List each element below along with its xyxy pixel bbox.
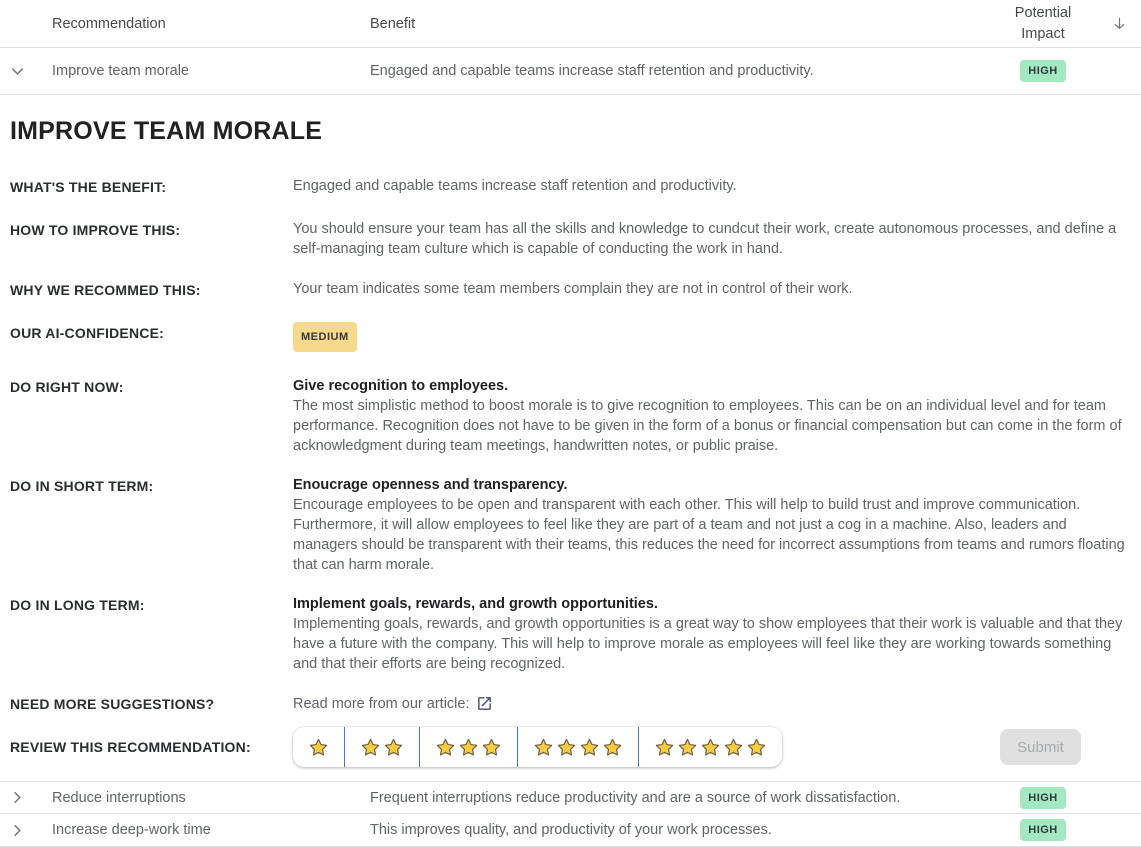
star-icon — [746, 737, 767, 758]
field-benefit — [10, 176, 1131, 197]
field-label: NEED MORE SUGGESTIONS? — [10, 696, 215, 712]
rate-4-stars-button[interactable] — [517, 727, 638, 767]
star-icon — [602, 737, 623, 758]
field-ai-confidence — [10, 322, 1131, 352]
submit-review-button[interactable]: Submit — [1000, 729, 1081, 765]
field-value: Engaged and capable teams increase staff retention and productivity. — [293, 178, 737, 194]
star-icon — [533, 737, 554, 758]
advice-heading: Implement goals, rewards, and growth opportunities. — [293, 596, 658, 612]
sort-descending-button[interactable] — [1111, 15, 1128, 32]
row-benefit: This improves quality, and productivity of your work processes. — [370, 822, 772, 838]
star-icon — [700, 737, 721, 758]
chevron-right-icon — [8, 821, 27, 840]
row-recommendation: Reduce interruptions — [52, 789, 186, 806]
field-label: DO RIGHT NOW: — [10, 379, 124, 395]
field-how-to-improve — [10, 219, 1131, 259]
star-icon — [435, 737, 456, 758]
star-icon — [481, 737, 502, 758]
sort-column — [1097, 15, 1141, 32]
row-benefit: Engaged and capable teams increase staff retention and productivity. — [370, 63, 814, 79]
impact-badge-high: HIGH — [1020, 819, 1066, 841]
open-article-link[interactable] — [476, 695, 493, 712]
confidence-badge-medium: MEDIUM — [293, 322, 357, 352]
field-label: HOW TO IMPROVE THIS: — [10, 222, 181, 238]
detail-title: IMPROVE TEAM MORALE — [10, 117, 323, 145]
rate-2-stars-button[interactable] — [344, 727, 419, 767]
field-label: WHAT'S THE BENEFIT: — [10, 179, 167, 195]
article-link-text: Read more from our article: — [293, 695, 470, 712]
recommendation-detail-panel — [0, 95, 1141, 781]
field-label: DO IN LONG TERM: — [10, 597, 145, 613]
row-benefit: Frequent interruptions reduce productivity and are a source of work dissatisfaction. — [370, 789, 901, 806]
expand-row-button[interactable] — [8, 821, 27, 840]
star-rating-bar — [293, 727, 782, 767]
field-value: Your team indicates some team members complain they are not in control of their work. — [293, 281, 853, 297]
field-value: You should ensure your team has all the skills and knowledge to cundcut their work, create autonomous processes, and define a self-managing team culture which is capable of conducting the work in hand. — [293, 221, 1117, 257]
field-do-in-long-term — [10, 594, 1131, 674]
external-link-icon — [476, 695, 493, 712]
star-icon — [723, 737, 744, 758]
table-header — [0, 0, 1141, 48]
field-label: OUR AI-CONFIDENCE: — [10, 325, 164, 341]
star-icon — [360, 737, 381, 758]
impact-badge-high: HIGH — [1020, 787, 1066, 809]
collapse-row-button[interactable] — [8, 62, 27, 81]
table-row-improve-team-morale[interactable] — [0, 48, 1141, 95]
star-icon — [458, 737, 479, 758]
star-icon — [579, 737, 600, 758]
star-icon — [383, 737, 404, 758]
column-header-potential-impact[interactable]: Potential Impact — [1014, 4, 1072, 42]
advice-body: Encourage employees to be open and transparent with each other. This will help to build trust and improve communication. Furthermore, it will allow employees to feel like they are part of a team and not just a cog in a machine. Also, leaders and managers should be transparent with their teams, this reduces the need for incorrect assumptions from teams and rumors floating that can harm morale. — [293, 497, 1125, 573]
field-label: WHY WE RECOMMED THIS: — [10, 282, 201, 298]
star-icon — [308, 737, 329, 758]
advice-heading: Enoucrage openness and transparency. — [293, 477, 568, 493]
advice-heading: Give recognition to employees. — [293, 378, 509, 394]
star-icon — [556, 737, 577, 758]
advice-body: Implementing goals, rewards, and growth opportunities is a great way to show employees that their work is valuable and that they have a future with the company. This will help to improve morale as employees will feel like they are working towards something and that their efforts are being recognized. — [293, 616, 1123, 672]
field-do-in-short-term — [10, 475, 1131, 575]
row-recommendation: Increase deep-work time — [52, 822, 211, 838]
field-more-suggestions — [10, 693, 1131, 714]
column-header-recommendation[interactable]: Recommendation — [52, 15, 166, 32]
arrow-down-icon — [1111, 15, 1128, 32]
expand-row-button[interactable] — [8, 788, 27, 807]
star-icon — [677, 737, 698, 758]
chevron-down-icon — [8, 62, 27, 81]
impact-badge-high: HIGH — [1020, 60, 1066, 82]
row-recommendation: Improve team morale — [52, 63, 189, 79]
field-do-right-now — [10, 376, 1131, 456]
field-label: DO IN SHORT TERM: — [10, 478, 154, 494]
field-review-recommendation — [10, 727, 1131, 767]
field-label: REVIEW THIS RECOMMENDATION: — [10, 739, 251, 755]
table-row-reduce-interruptions[interactable] — [0, 781, 1141, 814]
rate-3-stars-button[interactable] — [419, 727, 517, 767]
chevron-right-icon — [8, 788, 27, 807]
field-why-we-recommend — [10, 279, 1131, 300]
rate-5-stars-button[interactable] — [638, 727, 782, 767]
star-icon — [654, 737, 675, 758]
rate-1-stars-button[interactable] — [293, 727, 344, 767]
advice-body: The most simplistic method to boost morale is to give recognition to employees. This can be on an individual level and for team performance. Recognition does not have to be given in the form of a bonus or financial compensation but can come in the form of acknowledgment during team meetings, handwritten notes, or public praise. — [293, 398, 1122, 454]
column-header-benefit[interactable]: Benefit — [370, 15, 416, 32]
